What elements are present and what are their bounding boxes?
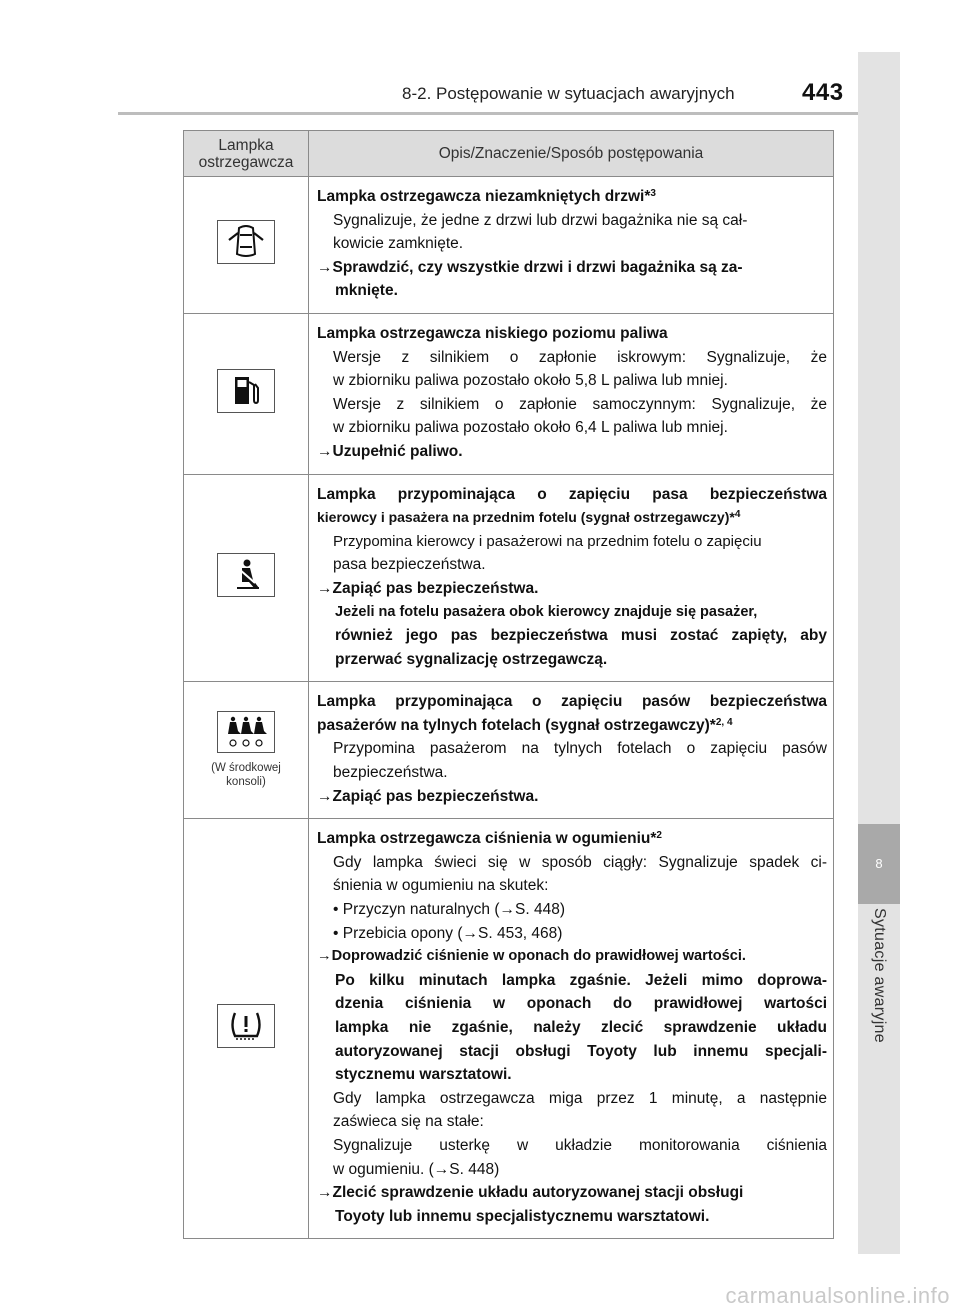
side-tab-number bbox=[858, 824, 900, 904]
note-line: lampka nie zgaśnie, należy zlecić sprawdzenie układu bbox=[335, 1019, 827, 1036]
text-line: kowicie zamknięte. bbox=[333, 235, 464, 253]
action-line: →Uzupełnić paliwo. bbox=[317, 442, 463, 460]
text-line: • Przyczyn naturalnych (→S. 448) bbox=[333, 901, 565, 919]
note-line: dzenia ciśnienia w oponach do prawidłowej wartości bbox=[335, 995, 827, 1013]
table-row bbox=[184, 819, 834, 1239]
text-line: Wersje z silnikiem o zapłonie iskrowym: Sygnalizuje, że bbox=[333, 348, 827, 366]
row-description bbox=[309, 819, 834, 1239]
table-row bbox=[184, 313, 834, 474]
table-row bbox=[184, 474, 834, 682]
text-line: w ogumieniu. (→S. 448) bbox=[333, 1160, 500, 1178]
icon-cell bbox=[184, 313, 309, 474]
page-reference: S. 453, 468) bbox=[478, 924, 563, 942]
arrow-icon: → bbox=[317, 1184, 333, 1202]
footnote-ref: 3 bbox=[650, 188, 656, 199]
arrow-icon: → bbox=[317, 787, 333, 805]
arrow-icon: → bbox=[317, 579, 333, 597]
footnote-ref: 2, 4 bbox=[715, 716, 733, 728]
text-line: zaświeca się na stałe: bbox=[333, 1113, 484, 1131]
side-tab-number-text: 8 bbox=[875, 856, 883, 871]
page-reference: S. 448) bbox=[515, 901, 565, 919]
row-description bbox=[309, 313, 834, 474]
text-line: Sygnalizuje usterkę w układzie monitorowania ciśnienia bbox=[333, 1136, 827, 1154]
side-tab-top bbox=[858, 52, 900, 824]
text-line: Wersje z silnikiem o zapłonie samoczynnym: Sygnalizuje, że bbox=[333, 395, 827, 413]
arrow-icon: → bbox=[317, 258, 333, 276]
icon-caption: konsoli) bbox=[226, 776, 266, 789]
icon-cell bbox=[184, 819, 309, 1239]
text-line: w zbiorniku paliwa pozostało około 5,8 L paliwa lub mniej. bbox=[333, 372, 728, 390]
text-line: Gdy lampka świeci się w sposób ciągły: Sygnalizuje spadek ci- bbox=[333, 853, 827, 871]
action-line: →Zapiąć pas bezpieczeństwa. bbox=[317, 787, 539, 805]
footnote-ref: 4 bbox=[734, 509, 741, 521]
action-line: →Zapiąć pas bezpieczeństwa. bbox=[317, 579, 539, 597]
action-line: →Sprawdzić, czy wszystkie drzwi i drzwi bagażnika są za- bbox=[317, 258, 743, 276]
row-title: kierowcy i pasażera na przednim fotelu (sygnał ostrzegawczy)* bbox=[317, 509, 735, 526]
rear-seatbelt-icon bbox=[217, 711, 275, 753]
action-line: Toyoty lub innemu specjalistycznemu warsztatowi. bbox=[335, 1207, 710, 1225]
note-line: stycznemu warsztatowi. bbox=[335, 1066, 512, 1084]
table-row bbox=[184, 682, 834, 819]
note-line: przerwać sygnalizację ostrzegawczą. bbox=[335, 650, 608, 668]
icon-caption: (W środkowej bbox=[211, 762, 281, 775]
text-line: śnienia w ogumieniu na skutek: bbox=[333, 877, 549, 895]
note-line: Po kilku minutach lampka zgaśnie. Jeżeli mimo doprowa- bbox=[335, 971, 827, 989]
footnote-ref: 2 bbox=[656, 830, 662, 842]
text-line: pasa bezpieczeństwa. bbox=[333, 556, 486, 574]
row-title: Lampka przypominająca o zapięciu pasów bezpieczeństwa bbox=[317, 693, 827, 711]
text-line: Przypomina kierowcy i pasażerowi na przednim fotelu o zapięciu bbox=[333, 532, 762, 550]
column-header-description: Opis/Znaczenie/Sposób postępowania bbox=[309, 131, 834, 177]
column-header-lamp: Lampka ostrzegawcza bbox=[184, 131, 309, 177]
seatbelt-icon bbox=[217, 553, 275, 597]
row-description bbox=[309, 682, 834, 819]
text-line: Sygnalizuje, że jedne z drzwi lub drzwi bagażnika nie są cał- bbox=[333, 211, 748, 229]
action-line: →Doprowadzić ciśnienie w oponach do prawidłowej wartości. bbox=[317, 948, 746, 965]
action-line: →Zlecić sprawdzenie układu autoryzowanej stacji obsługi bbox=[317, 1184, 744, 1202]
arrow-icon: → bbox=[499, 901, 516, 919]
header-rule bbox=[118, 112, 860, 115]
text-line: w zbiorniku paliwa pozostało około 6,4 L paliwa lub mniej. bbox=[333, 419, 728, 437]
watermark: carmanualsonline.info bbox=[725, 1283, 950, 1308]
row-title: Lampka ostrzegawcza niezamkniętych drzwi* bbox=[317, 188, 651, 205]
text-line: Przypomina pasażerom na tylnych fotelach o zapięciu pasów bbox=[333, 740, 827, 758]
note-line: autoryzowanej stacji obsługi Toyoty lub innemu specjali- bbox=[335, 1042, 827, 1060]
icon-cell bbox=[184, 474, 309, 682]
page-reference: S. 448) bbox=[449, 1160, 500, 1178]
row-title: Lampka przypominająca o zapięciu pasa bezpieczeństwa bbox=[317, 485, 827, 503]
arrow-icon: → bbox=[433, 1160, 450, 1178]
text-line: Gdy lampka ostrzegawcza miga przez 1 minutę, a następnie bbox=[333, 1089, 827, 1107]
arrow-icon: → bbox=[462, 924, 478, 942]
icon-cell bbox=[184, 682, 309, 819]
table-row bbox=[184, 177, 834, 314]
side-tab-label-text: Sytuacje awaryjne bbox=[871, 908, 888, 1043]
note-line: również jego pas bezpieczeństwa musi zostać zapięty, aby bbox=[335, 627, 827, 645]
text-line: • Przebicia opony (→S. 453, 468) bbox=[333, 924, 563, 942]
warning-lights-table bbox=[183, 130, 834, 1239]
door-ajar-icon bbox=[217, 220, 275, 264]
row-title: pasażerów na tylnych fotelach (sygnał ostrzegawczy)* bbox=[317, 716, 716, 734]
row-description bbox=[309, 177, 834, 314]
note-line: Jeżeli na fotelu pasażera obok kierowcy znajduje się pasażer, bbox=[335, 603, 758, 620]
text-line: bezpieczeństwa. bbox=[333, 764, 448, 782]
row-description bbox=[309, 474, 834, 682]
tire-pressure-icon bbox=[217, 1004, 275, 1048]
row-title: Lampka ostrzegawcza ciśnienia w ogumieniu* bbox=[317, 830, 657, 848]
side-tab-label bbox=[869, 908, 889, 1068]
table-header-row bbox=[184, 131, 834, 177]
icon-cell bbox=[184, 177, 309, 314]
page-number: 443 bbox=[802, 79, 844, 106]
header-title: 8-2. Postępowanie w sytuacjach awaryjnych bbox=[402, 84, 735, 103]
arrow-icon: → bbox=[317, 442, 333, 460]
arrow-icon: → bbox=[317, 948, 332, 965]
fuel-pump-icon bbox=[217, 369, 275, 413]
action-line: mknięte. bbox=[335, 282, 398, 300]
row-title: Lampka ostrzegawcza niskiego poziomu paliwa bbox=[317, 324, 668, 342]
